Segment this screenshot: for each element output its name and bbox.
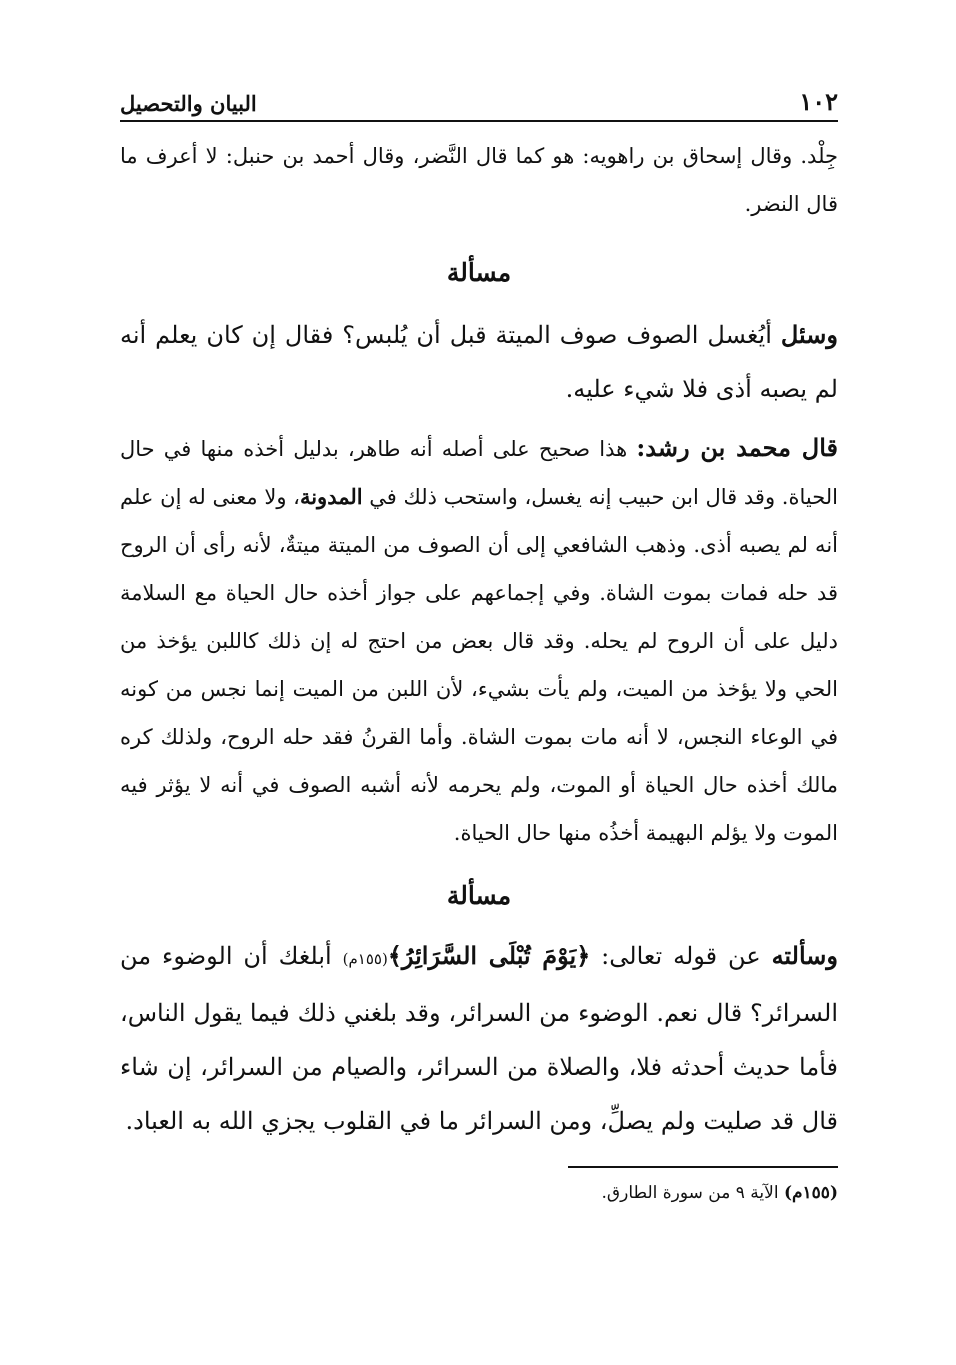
question-lead-1: وسئل [780, 320, 838, 349]
book-page [120, 78, 838, 1365]
section-heading-1: مسألة [446, 258, 512, 287]
footnote-text: الآية ٩ من سورة الطارق. [601, 1183, 784, 1203]
question-intro-2: عن قوله تعالى: [590, 942, 772, 970]
footnote-divider [568, 1166, 838, 1168]
commentary-paragraph [120, 424, 838, 857]
footnote [120, 1176, 838, 1210]
page-number: ١٠٢ [799, 87, 838, 116]
section-heading-2: مسألة [446, 881, 512, 910]
running-title: البيان والتحصيل [120, 91, 257, 116]
commentary-text-part1: هذا صحيح على أصله أنه طاهر، بدليل أخذه منها في حال الحياة. وقد قال ابن حبيب إنه يغسل، واستحب ذلك في [120, 437, 838, 509]
quran-quote: ﴿يَوْمَ تُبْلَى السَّرَائِرُ﴾ [387, 941, 591, 970]
question-paragraph-2 [120, 929, 838, 1148]
running-header [120, 78, 838, 122]
footnote-reference: (١٥٥م) [342, 950, 388, 968]
footnote-number: (١٥٥م) [783, 1183, 838, 1203]
question-text-2: أبلغك أن الوضوء من السرائر؟ قال نعم. الوضوء من السرائر، وقد بلغني ذلك فيما يقول الناس، فأما حديث أحدثه فلا، والصلاة من السرائر، والصيام من السرائر، إن شاء قال قد صليت ولم يصلِّ، ومن السرائر ما في القلوب يجزي الله به العباد. [120, 942, 838, 1135]
opening-paragraph: جِلْد. وقال إسحاق بن راهويه: هو كما قال النَّضر، وقال أحمد بن حنبل: لا أعرف ما قال النضر. [120, 144, 838, 216]
question-paragraph-1 [120, 308, 838, 416]
commentary-text-part2: ، ولا معنى له إن علم أنه لم يصبه أذى. وذهب الشافعي إلى أن الصوف من الميتة ميتةٌ، لأنه رأى أن الروح قد حله فمات بموت الشاة. وفي إجماعهم على جواز أخذه حال الحياة مع السلامة دليل على أن الروح لم يحله. وقد قال بعض من احتج له إن ذلك كاللبن يؤخذ من الحي ولا يؤخذ من الميت، ولم يأت بشيء، لأن اللبن من الميت إنما نجس من كونه في الوعاء النجس، لا أنه مات بموت الشاة. وأما القرنُ فقد حله الروح، ولذلك كره مالك أخذه حال الحياة أو الموت، ولم يحرمه لأنه أشبه الصوف في أنه لا يؤثر فيه الموت ولا يؤلم البهيمة أخذُه منها حال الحياة. [120, 485, 838, 845]
commentary-lead: قال محمد بن رشد: [636, 433, 839, 462]
mudawwana-reference: المدونة [299, 484, 363, 509]
question-lead-2: وسألته [771, 941, 838, 970]
question-text-1: أيُغسل الصوف صوف الميتة قبل أن يُلبس؟ فقال إن كان يعلم أنه لم يصبه أذى فلا شيء عليه. [120, 321, 838, 403]
